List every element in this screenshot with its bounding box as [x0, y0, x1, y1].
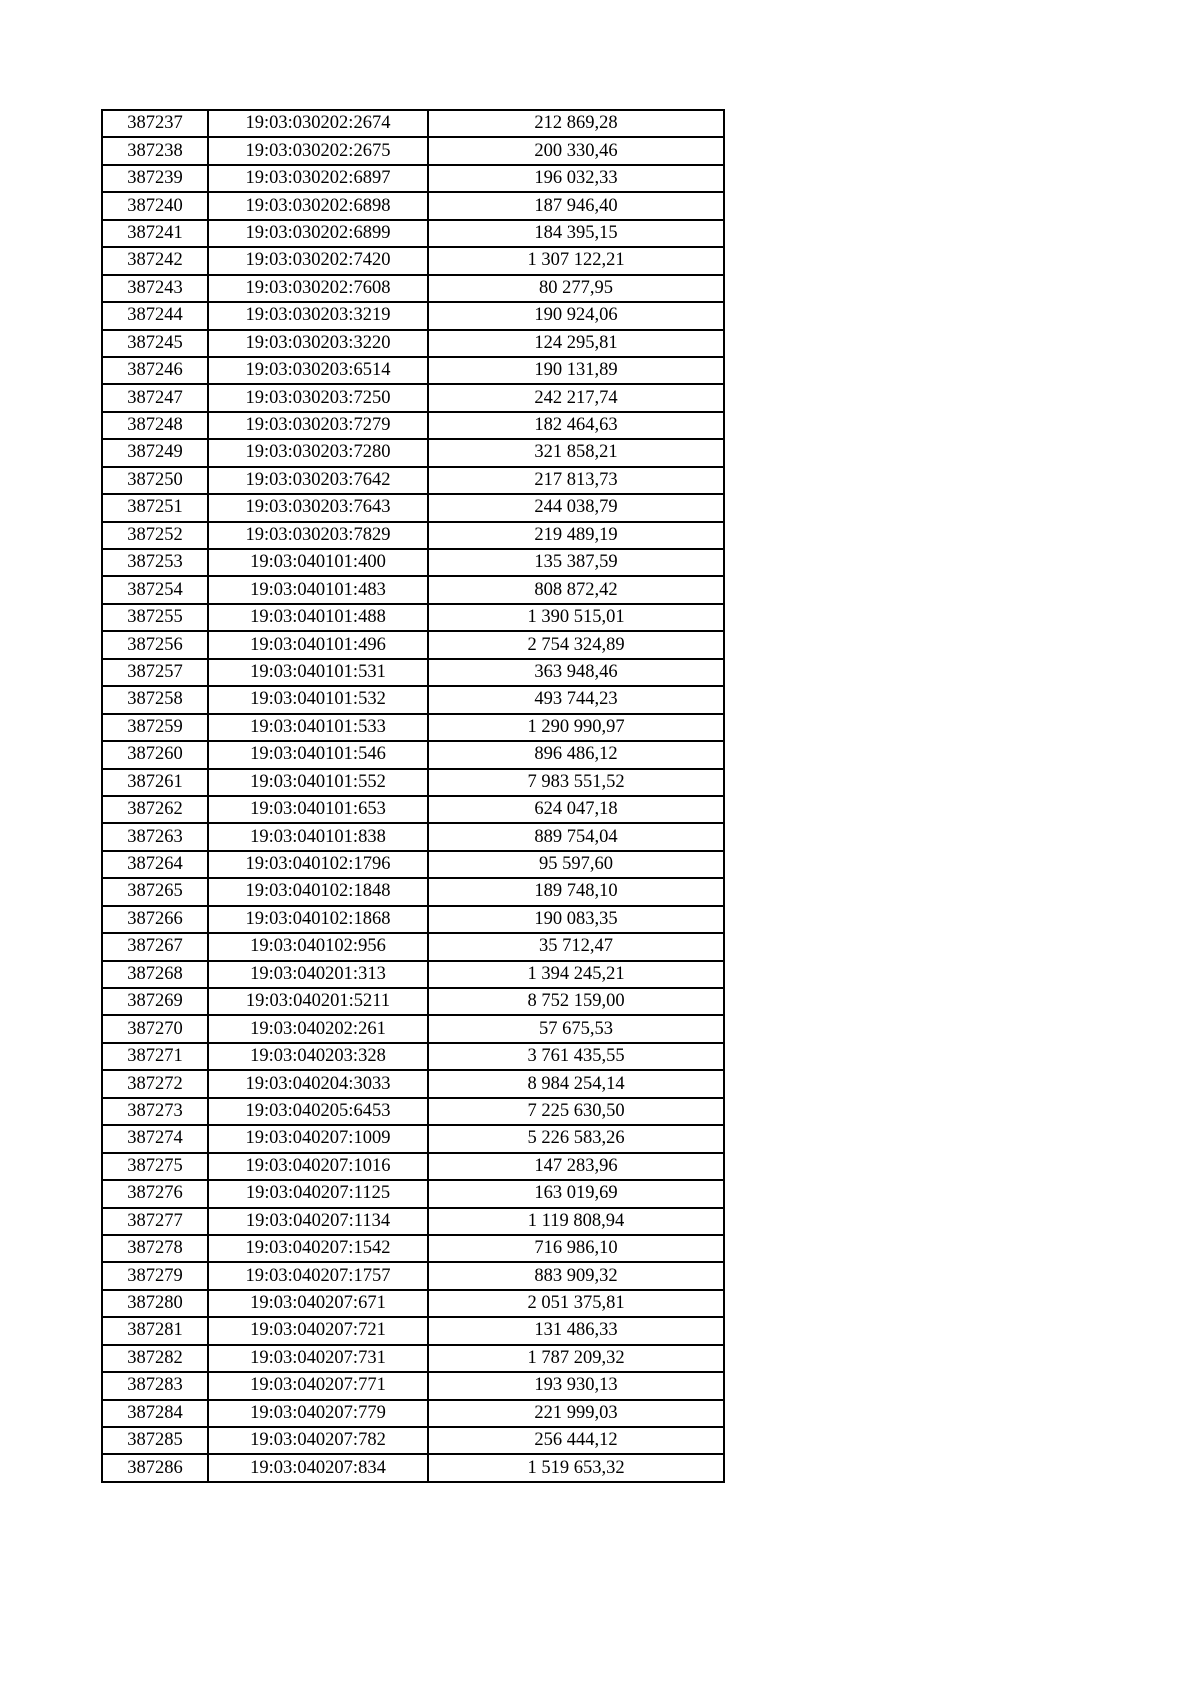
- cadastral-value-cell: 190 924,06: [428, 302, 724, 329]
- table-row: [102, 165, 724, 192]
- cadastral-number-cell: 19:03:040207:1542: [208, 1235, 428, 1262]
- cadastral-value-cell: 187 946,40: [428, 192, 724, 219]
- table-row: [102, 1153, 724, 1180]
- cadastral-value-cell: 7 983 551,52: [428, 769, 724, 796]
- cadastral-number-cell: 19:03:030203:6514: [208, 357, 428, 384]
- table-row: [102, 1180, 724, 1207]
- cadastral-number-cell: 19:03:040101:532: [208, 686, 428, 713]
- cadastral-number-cell: 19:03:040207:721: [208, 1317, 428, 1344]
- table-row: [102, 961, 724, 988]
- cadastral-value-cell: 1 519 653,32: [428, 1454, 724, 1481]
- cadastral-number-cell: 19:03:030203:7643: [208, 494, 428, 521]
- row-number-cell: 387272: [102, 1070, 208, 1097]
- table-row: [102, 439, 724, 466]
- cadastral-number-cell: 19:03:040101:483: [208, 576, 428, 603]
- table-row: [102, 1262, 724, 1289]
- row-number-cell: 387270: [102, 1015, 208, 1042]
- cadastral-value-cell: 182 464,63: [428, 412, 724, 439]
- row-number-cell: 387268: [102, 961, 208, 988]
- cadastral-number-cell: 19:03:030202:2674: [208, 110, 428, 137]
- row-number-cell: 387278: [102, 1235, 208, 1262]
- table-row: [102, 522, 724, 549]
- cadastral-number-cell: 19:03:040207:1016: [208, 1153, 428, 1180]
- row-number-cell: 387257: [102, 659, 208, 686]
- cadastral-value-cell: 8 752 159,00: [428, 988, 724, 1015]
- cadastral-number-cell: 19:03:040101:488: [208, 604, 428, 631]
- cadastral-value-table: [101, 109, 725, 1483]
- cadastral-value-cell: 256 444,12: [428, 1427, 724, 1454]
- cadastral-value-cell: 135 387,59: [428, 549, 724, 576]
- row-number-cell: 387267: [102, 933, 208, 960]
- table-row: [102, 631, 724, 658]
- row-number-cell: 387237: [102, 110, 208, 137]
- cadastral-value-cell: 5 226 583,26: [428, 1125, 724, 1152]
- table-row: [102, 1454, 724, 1481]
- cadastral-value-cell: 808 872,42: [428, 576, 724, 603]
- row-number-cell: 387252: [102, 522, 208, 549]
- table-row: [102, 1345, 724, 1372]
- table-row: [102, 494, 724, 521]
- cadastral-number-cell: 19:03:040207:1125: [208, 1180, 428, 1207]
- table-row: [102, 1290, 724, 1317]
- row-number-cell: 387284: [102, 1400, 208, 1427]
- table-row: [102, 1235, 724, 1262]
- row-number-cell: 387251: [102, 494, 208, 521]
- cadastral-value-cell: 219 489,19: [428, 522, 724, 549]
- table-row: [102, 1098, 724, 1125]
- row-number-cell: 387246: [102, 357, 208, 384]
- row-number-cell: 387273: [102, 1098, 208, 1125]
- cadastral-value-cell: 1 119 808,94: [428, 1208, 724, 1235]
- cadastral-value-cell: 196 032,33: [428, 165, 724, 192]
- cadastral-number-cell: 19:03:040102:1796: [208, 851, 428, 878]
- cadastral-number-cell: 19:03:040204:3033: [208, 1070, 428, 1097]
- cadastral-value-cell: 163 019,69: [428, 1180, 724, 1207]
- cadastral-number-cell: 19:03:040102:1868: [208, 906, 428, 933]
- table-row: [102, 220, 724, 247]
- table-row: [102, 933, 724, 960]
- cadastral-number-cell: 19:03:040207:731: [208, 1345, 428, 1372]
- cadastral-value-cell: 80 277,95: [428, 275, 724, 302]
- cadastral-value-cell: 57 675,53: [428, 1015, 724, 1042]
- cadastral-number-cell: 19:03:040202:261: [208, 1015, 428, 1042]
- row-number-cell: 387244: [102, 302, 208, 329]
- cadastral-number-cell: 19:03:030202:2675: [208, 137, 428, 164]
- cadastral-number-cell: 19:03:040201:313: [208, 961, 428, 988]
- table-row: [102, 769, 724, 796]
- cadastral-number-cell: 19:03:040101:653: [208, 796, 428, 823]
- row-number-cell: 387245: [102, 330, 208, 357]
- cadastral-value-cell: 190 131,89: [428, 357, 724, 384]
- cadastral-number-cell: 19:03:040205:6453: [208, 1098, 428, 1125]
- row-number-cell: 387271: [102, 1043, 208, 1070]
- row-number-cell: 387248: [102, 412, 208, 439]
- cadastral-value-cell: 35 712,47: [428, 933, 724, 960]
- cadastral-value-cell: 1 394 245,21: [428, 961, 724, 988]
- row-number-cell: 387279: [102, 1262, 208, 1289]
- row-number-cell: 387277: [102, 1208, 208, 1235]
- row-number-cell: 387253: [102, 549, 208, 576]
- row-number-cell: 387255: [102, 604, 208, 631]
- table-row: [102, 1125, 724, 1152]
- cadastral-value-cell: 200 330,46: [428, 137, 724, 164]
- table-row: [102, 275, 724, 302]
- row-number-cell: 387264: [102, 851, 208, 878]
- cadastral-value-cell: 244 038,79: [428, 494, 724, 521]
- row-number-cell: 387250: [102, 467, 208, 494]
- cadastral-value-cell: 883 909,32: [428, 1262, 724, 1289]
- table-row: [102, 604, 724, 631]
- row-number-cell: 387247: [102, 384, 208, 411]
- cadastral-number-cell: 19:03:030202:7420: [208, 247, 428, 274]
- cadastral-value-cell: 184 395,15: [428, 220, 724, 247]
- cadastral-number-cell: 19:03:040102:956: [208, 933, 428, 960]
- row-number-cell: 387266: [102, 906, 208, 933]
- table-row: [102, 1427, 724, 1454]
- table-row: [102, 384, 724, 411]
- cadastral-number-cell: 19:03:040102:1848: [208, 878, 428, 905]
- cadastral-value-cell: 1 787 209,32: [428, 1345, 724, 1372]
- table-row: [102, 302, 724, 329]
- cadastral-number-cell: 19:03:030202:6898: [208, 192, 428, 219]
- cadastral-value-cell: 131 486,33: [428, 1317, 724, 1344]
- cadastral-value-cell: 2 051 375,81: [428, 1290, 724, 1317]
- table-row: [102, 1043, 724, 1070]
- table-row: [102, 1400, 724, 1427]
- row-number-cell: 387249: [102, 439, 208, 466]
- table-row: [102, 714, 724, 741]
- cadastral-value-cell: 1 290 990,97: [428, 714, 724, 741]
- cadastral-value-cell: 189 748,10: [428, 878, 724, 905]
- table-row: [102, 1372, 724, 1399]
- cadastral-value-cell: 190 083,35: [428, 906, 724, 933]
- cadastral-value-cell: 124 295,81: [428, 330, 724, 357]
- cadastral-number-cell: 19:03:040101:838: [208, 823, 428, 850]
- cadastral-value-cell: 493 744,23: [428, 686, 724, 713]
- cadastral-value-cell: 7 225 630,50: [428, 1098, 724, 1125]
- cadastral-value-cell: 221 999,03: [428, 1400, 724, 1427]
- cadastral-number-cell: 19:03:030203:7279: [208, 412, 428, 439]
- row-number-cell: 387269: [102, 988, 208, 1015]
- table-row: [102, 576, 724, 603]
- row-number-cell: 387276: [102, 1180, 208, 1207]
- table-row: [102, 1015, 724, 1042]
- table-row: [102, 549, 724, 576]
- table-row: [102, 906, 724, 933]
- table-row: [102, 823, 724, 850]
- cadastral-number-cell: 19:03:040207:1757: [208, 1262, 428, 1289]
- row-number-cell: 387261: [102, 769, 208, 796]
- row-number-cell: 387281: [102, 1317, 208, 1344]
- cadastral-number-cell: 19:03:040101:531: [208, 659, 428, 686]
- table-row: [102, 796, 724, 823]
- cadastral-value-cell: 896 486,12: [428, 741, 724, 768]
- cadastral-number-cell: 19:03:040101:400: [208, 549, 428, 576]
- row-number-cell: 387258: [102, 686, 208, 713]
- row-number-cell: 387242: [102, 247, 208, 274]
- table-row: [102, 1317, 724, 1344]
- cadastral-number-cell: 19:03:040207:671: [208, 1290, 428, 1317]
- cadastral-value-cell: 1 307 122,21: [428, 247, 724, 274]
- table-row: [102, 330, 724, 357]
- cadastral-number-cell: 19:03:030203:3219: [208, 302, 428, 329]
- cadastral-value-cell: 217 813,73: [428, 467, 724, 494]
- row-number-cell: 387263: [102, 823, 208, 850]
- cadastral-value-cell: 363 948,46: [428, 659, 724, 686]
- cadastral-number-cell: 19:03:040101:533: [208, 714, 428, 741]
- cadastral-number-cell: 19:03:040207:1009: [208, 1125, 428, 1152]
- row-number-cell: 387241: [102, 220, 208, 247]
- table-row: [102, 878, 724, 905]
- row-number-cell: 387282: [102, 1345, 208, 1372]
- table-row: [102, 741, 724, 768]
- row-number-cell: 387274: [102, 1125, 208, 1152]
- table-row: [102, 110, 724, 137]
- table-row: [102, 1208, 724, 1235]
- cadastral-value-cell: 8 984 254,14: [428, 1070, 724, 1097]
- row-number-cell: 387275: [102, 1153, 208, 1180]
- table-row: [102, 1070, 724, 1097]
- cadastral-value-cell: 889 754,04: [428, 823, 724, 850]
- table-row: [102, 467, 724, 494]
- cadastral-value-cell: 3 761 435,55: [428, 1043, 724, 1070]
- cadastral-value-cell: 716 986,10: [428, 1235, 724, 1262]
- cadastral-value-cell: 321 858,21: [428, 439, 724, 466]
- cadastral-number-cell: 19:03:040101:496: [208, 631, 428, 658]
- cadastral-value-cell: 242 217,74: [428, 384, 724, 411]
- cadastral-number-cell: 19:03:040207:782: [208, 1427, 428, 1454]
- cadastral-number-cell: 19:03:030203:7280: [208, 439, 428, 466]
- table-row: [102, 247, 724, 274]
- cadastral-number-cell: 19:03:040207:1134: [208, 1208, 428, 1235]
- table-body: [102, 110, 724, 1482]
- row-number-cell: 387280: [102, 1290, 208, 1317]
- cadastral-value-cell: 193 930,13: [428, 1372, 724, 1399]
- cadastral-value-cell: 2 754 324,89: [428, 631, 724, 658]
- table-row: [102, 659, 724, 686]
- table-row: [102, 412, 724, 439]
- cadastral-number-cell: 19:03:040201:5211: [208, 988, 428, 1015]
- row-number-cell: 387240: [102, 192, 208, 219]
- row-number-cell: 387238: [102, 137, 208, 164]
- cadastral-value-cell: 212 869,28: [428, 110, 724, 137]
- row-number-cell: 387254: [102, 576, 208, 603]
- row-number-cell: 387262: [102, 796, 208, 823]
- row-number-cell: 387286: [102, 1454, 208, 1481]
- cadastral-number-cell: 19:03:030203:7250: [208, 384, 428, 411]
- table-row: [102, 988, 724, 1015]
- row-number-cell: 387259: [102, 714, 208, 741]
- cadastral-number-cell: 19:03:040207:834: [208, 1454, 428, 1481]
- cadastral-number-cell: 19:03:030202:6897: [208, 165, 428, 192]
- table-row: [102, 851, 724, 878]
- cadastral-value-cell: 95 597,60: [428, 851, 724, 878]
- row-number-cell: 387243: [102, 275, 208, 302]
- cadastral-number-cell: 19:03:040207:779: [208, 1400, 428, 1427]
- table-row: [102, 192, 724, 219]
- cadastral-number-cell: 19:03:040101:546: [208, 741, 428, 768]
- cadastral-number-cell: 19:03:030203:3220: [208, 330, 428, 357]
- row-number-cell: 387239: [102, 165, 208, 192]
- cadastral-number-cell: 19:03:030202:7608: [208, 275, 428, 302]
- cadastral-number-cell: 19:03:030203:7829: [208, 522, 428, 549]
- row-number-cell: 387283: [102, 1372, 208, 1399]
- cadastral-number-cell: 19:03:030203:7642: [208, 467, 428, 494]
- cadastral-number-cell: 19:03:030202:6899: [208, 220, 428, 247]
- row-number-cell: 387256: [102, 631, 208, 658]
- table-row: [102, 357, 724, 384]
- row-number-cell: 387285: [102, 1427, 208, 1454]
- cadastral-number-cell: 19:03:040207:771: [208, 1372, 428, 1399]
- cadastral-number-cell: 19:03:040101:552: [208, 769, 428, 796]
- cadastral-number-cell: 19:03:040203:328: [208, 1043, 428, 1070]
- cadastral-value-cell: 624 047,18: [428, 796, 724, 823]
- row-number-cell: 387265: [102, 878, 208, 905]
- cadastral-value-cell: 147 283,96: [428, 1153, 724, 1180]
- row-number-cell: 387260: [102, 741, 208, 768]
- table-row: [102, 686, 724, 713]
- cadastral-value-cell: 1 390 515,01: [428, 604, 724, 631]
- table-row: [102, 137, 724, 164]
